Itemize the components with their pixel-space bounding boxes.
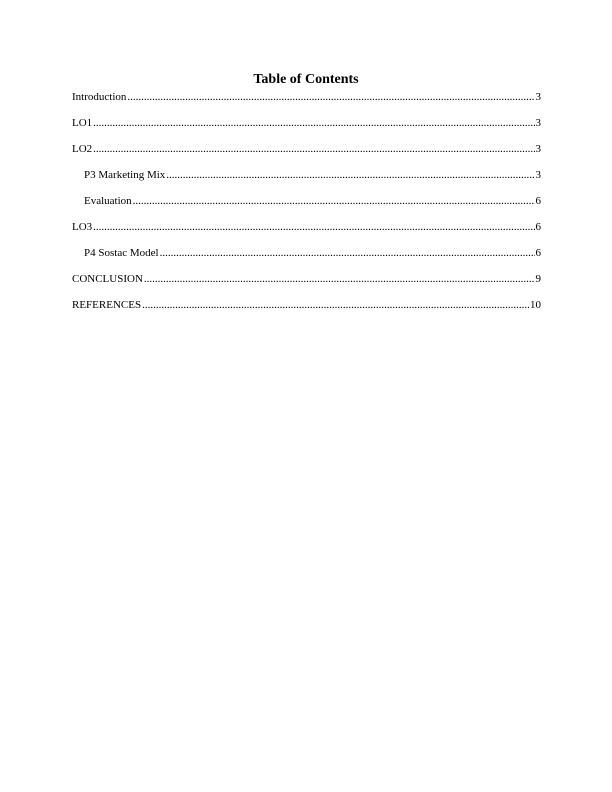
toc-entry-page-number: 9 [535, 273, 541, 285]
toc-entry-page-number: 10 [530, 299, 541, 311]
toc-entry-label: LO3 [72, 221, 93, 233]
toc-entry-label: P3 Marketing Mix [84, 169, 166, 181]
toc-entry-page-number: 6 [535, 195, 541, 207]
toc-list [72, 90, 541, 324]
toc-entry-page-number: 6 [535, 221, 541, 233]
toc-entry-label: LO1 [72, 117, 93, 129]
toc-dot-leader [144, 272, 535, 286]
toc-entry-label: CONCLUSION [72, 273, 143, 285]
toc-dot-leader [93, 116, 534, 130]
toc-entry-p3-marketing-mix[interactable] [72, 168, 541, 194]
toc-entry-label: Evaluation [84, 195, 132, 207]
toc-entry-conclusion[interactable] [72, 272, 541, 298]
toc-entry-introduction[interactable] [72, 90, 541, 116]
toc-dot-leader [93, 142, 534, 156]
toc-dot-leader [133, 194, 535, 208]
toc-entry-page-number: 3 [535, 91, 541, 103]
toc-entry-evaluation[interactable] [72, 194, 541, 220]
toc-entry-label: Introduction [72, 91, 127, 103]
toc-entry-lo1[interactable] [72, 116, 541, 142]
toc-entry-lo3[interactable] [72, 220, 541, 246]
toc-dot-leader [127, 90, 534, 104]
toc-title: Table of Contents [253, 72, 359, 87]
toc-entry-page-number: 6 [535, 247, 541, 259]
toc-dot-leader [93, 220, 534, 234]
toc-entry-references[interactable] [72, 298, 541, 324]
toc-dot-leader [160, 246, 535, 260]
toc-entry-label: LO2 [72, 143, 93, 155]
toc-entry-page-number: 3 [535, 117, 541, 129]
toc-dot-leader [166, 168, 534, 182]
toc-entry-label: P4 Sostac Model [84, 247, 159, 259]
toc-entry-page-number: 3 [535, 169, 541, 181]
toc-dot-leader [142, 298, 529, 312]
toc-entry-p4-sostac-model[interactable] [72, 246, 541, 272]
toc-entry-page-number: 3 [535, 143, 541, 155]
toc-entry-lo2[interactable] [72, 142, 541, 168]
toc-entry-label: REFERENCES [72, 299, 142, 311]
